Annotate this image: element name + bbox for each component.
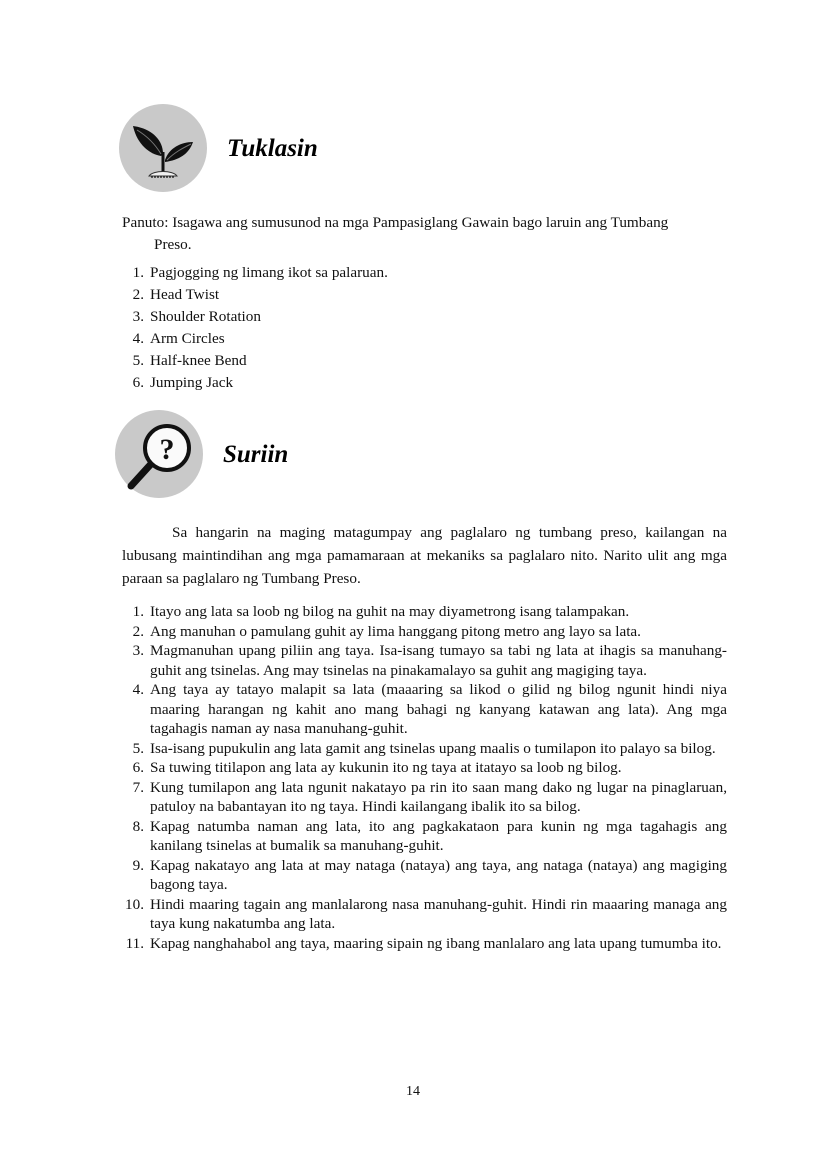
svg-text:?: ? — [159, 433, 175, 466]
item-text: Pagjogging ng limang ikot sa palaruan. — [150, 264, 388, 281]
list-item — [122, 817, 727, 856]
item-number: 2. — [132, 622, 144, 640]
list-item — [122, 641, 727, 680]
item-number: 7. — [132, 778, 144, 796]
item-number: 4. — [132, 330, 144, 347]
item-number: 5. — [132, 352, 144, 369]
list-item — [122, 262, 722, 284]
item-text: Sa tuwing titilapon ang lata ay kukunin ito ng taya at itatayo sa loob ng bilog. — [150, 759, 622, 776]
item-text: Ang manuhan o pamulang guhit ay lima hanggang pitong metro ang layo sa lata. — [150, 622, 641, 640]
item-text: Jumping Jack — [150, 374, 234, 391]
item-text: Head Twist — [150, 286, 220, 303]
item-text: Isa-isang pupukulin ang lata gamit ang tsinelas upang maalis o tumilapon ito palayo sa bilog. — [150, 739, 716, 757]
list-item — [122, 602, 727, 622]
instructions-label: Panuto: — [122, 214, 169, 231]
list-item — [122, 350, 722, 372]
instructions-continuation: Preso. — [154, 236, 192, 253]
item-text: Half-knee Bend — [150, 352, 247, 369]
list-item — [122, 739, 727, 759]
item-text: Hindi maaring tagain ang manlalarong nasa manuhang-guhit. Hindi rin maaaring managa ang taya kung nakatumba ang lata. — [150, 895, 727, 932]
page-number: 14 — [406, 1084, 420, 1099]
list-item — [122, 778, 727, 817]
steps-list — [122, 602, 727, 953]
item-number: 6. — [132, 759, 144, 776]
item-number: 4. — [132, 681, 144, 698]
list-item — [122, 934, 727, 954]
instructions-text: Isagawa ang sumusunod na mga Pampasiglang Gawain bago laruin ang Tumbang — [172, 214, 669, 231]
item-number: 1. — [132, 264, 144, 281]
item-text: Kapag nanghahabol ang taya, maaring sipain ng ibang manlalaro ang lata upang tumumba ito. — [150, 934, 722, 952]
item-number: 2. — [132, 286, 144, 303]
item-number: 3. — [132, 308, 144, 325]
item-number: 8. — [132, 817, 144, 835]
item-text: Itayo ang lata sa loob ng bilog na guhit na may diyametrong isang talampakan. — [150, 603, 630, 620]
item-number: 6. — [132, 374, 144, 391]
instructions — [122, 212, 732, 256]
list-item — [122, 758, 727, 778]
list-item — [122, 856, 727, 895]
item-number: 9. — [132, 856, 144, 874]
item-number: 10. — [125, 895, 144, 913]
item-text: Kapag natumba naman ang lata, ito ang pagkakataon para kunin ng mga tagahagis ang kanilang tsinelas at bumalik sa manuhang-guhit. — [150, 817, 727, 854]
warmup-list — [122, 262, 722, 394]
intro-paragraph: Sa hangarin na maging matagumpay ang paglalaro ng tumbang preso, kailangan na lubusang maintindihan ang mga pamamaraan at mekaniks sa paglalaro nito. Narito ulit ang mga paraan sa paglalaro ng Tumbang Preso. — [122, 524, 727, 587]
suriin-header — [115, 410, 288, 498]
section-title: Tuklasin — [227, 135, 318, 162]
item-text: Kapag nakatayo ang lata at may nataga (nataya) ang taya, ang nataga (nataya) ang magiging bagong taya. — [150, 856, 727, 893]
item-text: Arm Circles — [150, 330, 225, 347]
sprout-icon — [119, 104, 207, 192]
item-text: Shoulder Rotation — [150, 308, 261, 325]
item-number: 1. — [132, 603, 144, 620]
list-item — [122, 284, 722, 306]
item-text: Kung tumilapon ang lata ngunit nakatayo pa rin ito saan mang dako ng lugar na pinaglaruan, patuloy na babantayan ito ng taya. Hindi kailangang ibalik ito sa bilog. — [150, 778, 727, 815]
list-item — [122, 622, 727, 642]
item-text: Magmanuhan upang piliin ang taya. Isa-isang tumayo sa tabi ng lata at ihagis sa manuhang-guhit ang tsinelas. Ang may tsinelas na pinakamalayo sa guhit ang magiging taya. — [150, 642, 727, 679]
section-title: Suriin — [223, 441, 289, 468]
list-item — [122, 680, 727, 739]
list-item — [122, 306, 722, 328]
item-number: 5. — [132, 739, 144, 757]
tuklasin-header — [119, 104, 318, 192]
list-item — [122, 328, 722, 350]
magnifier-question-icon — [115, 410, 203, 498]
list-item — [122, 372, 722, 394]
item-text: Ang taya ay tatayo malapit sa lata (maaaring sa likod o gilid ng bilog ngunit hindi niya maaring harangan ng kahit ano mang bahagi ng kanyang katawan ang lata). Ang mga tagahagis naman ay nasa manuhang-guhit. — [150, 681, 727, 737]
item-number: 3. — [132, 642, 144, 659]
item-number: 11. — [125, 934, 144, 952]
list-item — [122, 895, 727, 934]
